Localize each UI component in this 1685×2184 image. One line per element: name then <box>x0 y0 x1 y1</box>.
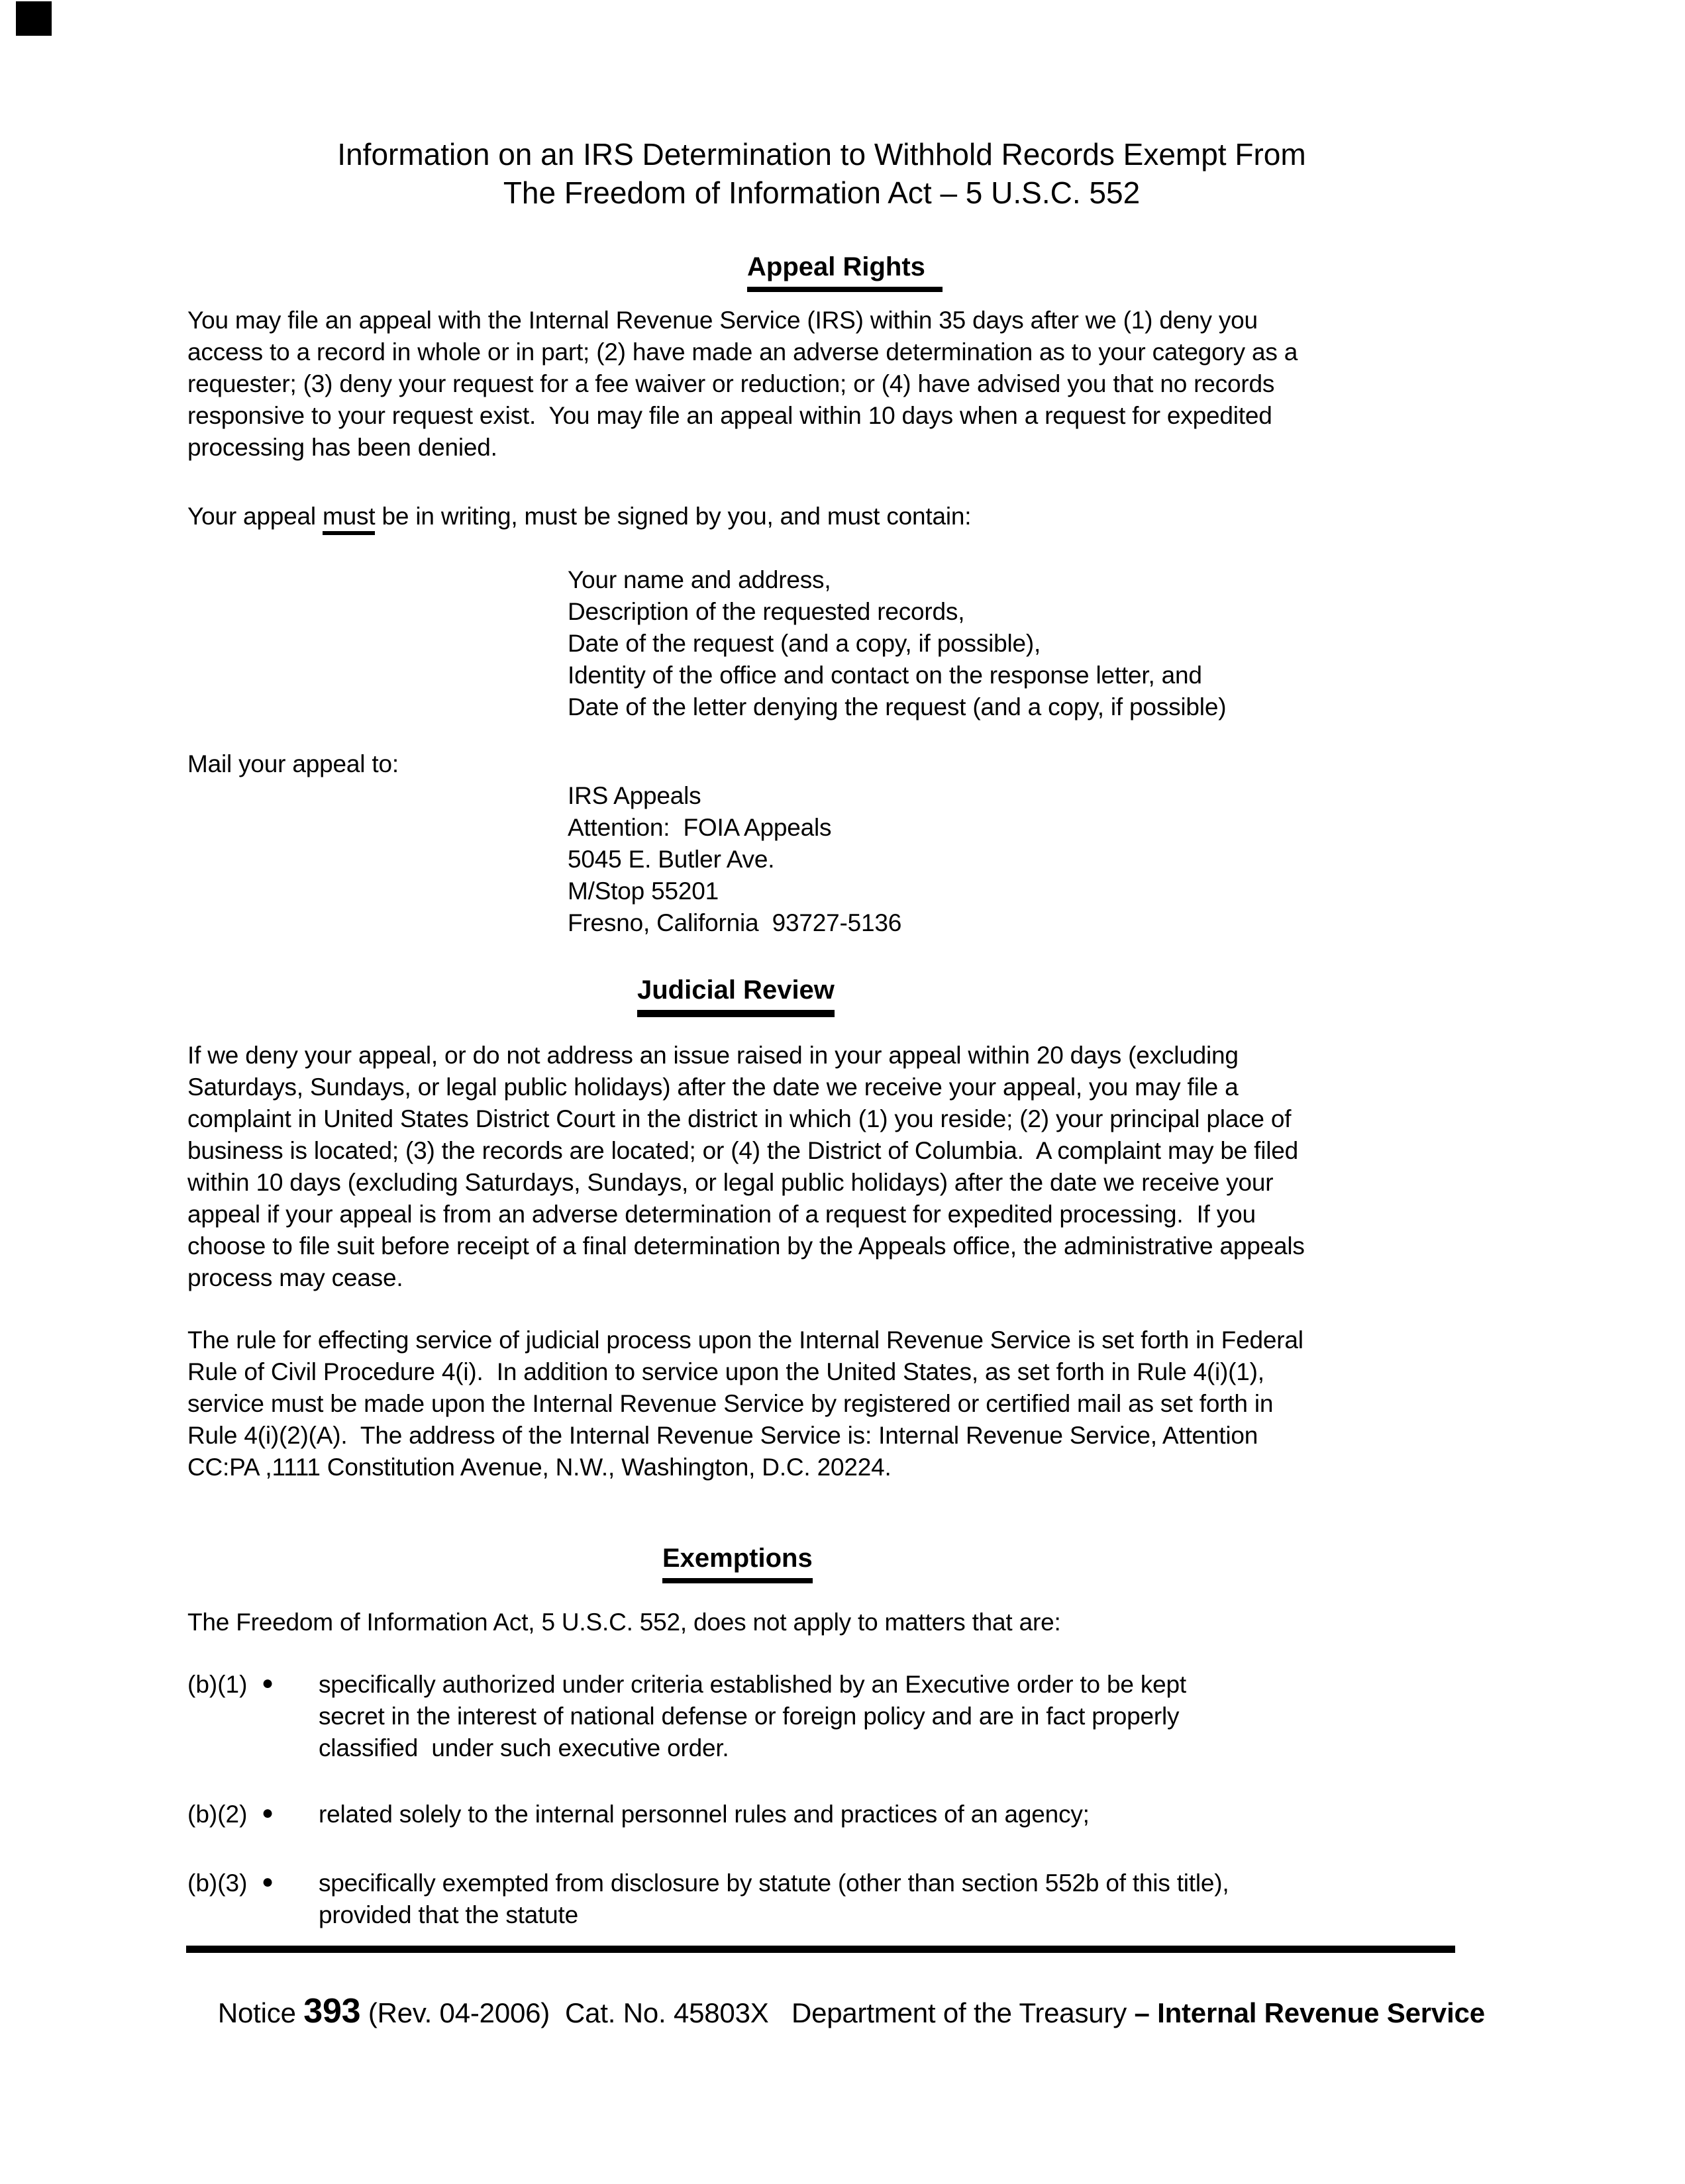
judicial-review-heading-text: Judicial Review <box>637 973 835 1017</box>
bullet-icon: ● <box>262 1672 274 1694</box>
lead-pre-text: Your appeal <box>187 503 323 530</box>
text-line: business is located; (3) the records are located; or (4) the District of Columbia. A complaint may be filed <box>187 1137 1299 1164</box>
exemption-label: (b)(3) <box>187 1869 248 1897</box>
judicial-review-heading <box>637 973 835 1017</box>
text-line: CC:PA ,1111 Constitution Avenue, N.W., Washington, D.C. 20224. <box>187 1454 892 1481</box>
scan-artifact-mark <box>16 1 52 36</box>
text-line: The Freedom of Information Act, 5 U.S.C. 552, does not apply to matters that are: <box>187 1609 1061 1636</box>
text-line: classified under such executive order. <box>319 1734 729 1762</box>
requirement-item: Identity of the office and contact on the response letter, and <box>568 662 1202 689</box>
must-underlined-text: must <box>323 503 375 535</box>
text-line: Mail your appeal to: <box>187 750 399 777</box>
document-title-line-1: Information on an IRS Determination to Withhold Records Exempt From <box>337 137 1306 172</box>
text-line: You may file an appeal with the Internal Revenue Service (IRS) within 35 days after we (1) deny you <box>187 307 1258 334</box>
text-line: choose to file suit before receipt of a final determination by the Appeals office, the administrative appeals <box>187 1232 1305 1260</box>
exemption-item-b3 <box>187 1867 1472 1931</box>
text-line: access to a record in whole or in part; (2) have made an adverse determination as to your category as a <box>187 338 1298 366</box>
exemptions-heading-text: Exemptions <box>662 1542 813 1583</box>
exemption-text <box>319 1669 1472 1764</box>
text-line: complaint in United States District Court in the district in which (1) you reside; (2) your principal place of <box>187 1105 1292 1132</box>
text-line: related solely to the internal personnel rules and practices of an agency; <box>319 1801 1090 1828</box>
footer-notice-number: 393 <box>303 1992 361 2030</box>
text-line: The rule for effecting service of judicial process upon the Internal Revenue Service is set forth in Federal <box>187 1326 1303 1354</box>
footer <box>187 1958 1485 2067</box>
appeal-rights-heading <box>747 250 943 292</box>
judicial-review-paragraph-2 <box>187 1324 1303 1483</box>
address-line: Attention: FOIA Appeals <box>568 814 832 841</box>
appeal-requirements-lead <box>187 501 971 532</box>
exemptions-lead <box>187 1607 1061 1638</box>
text-line: responsive to your request exist. You may file an appeal within 10 days when a request for expedited <box>187 402 1272 429</box>
text-line: appeal if your appeal is from an adverse determination of a request for expedited processing. If you <box>187 1201 1256 1228</box>
exemption-item-b2 <box>187 1799 1472 1830</box>
text-line: specifically exempted from disclosure by statute (other than section 552b of this title), <box>319 1869 1229 1897</box>
text-line: specifically authorized under criteria established by an Executive order to be kept <box>319 1671 1186 1698</box>
requirement-item: Date of the letter denying the request (and a copy, if possible) <box>568 693 1227 720</box>
text-line: process may cease. <box>187 1264 403 1291</box>
address-line: Fresno, California 93727-5136 <box>568 909 902 936</box>
bullet-icon: ● <box>262 1802 274 1824</box>
address-line: IRS Appeals <box>568 782 701 809</box>
exemption-label: (b)(1) <box>187 1671 248 1698</box>
judicial-review-paragraph-1 <box>187 1040 1305 1294</box>
address-line: 5045 E. Butler Ave. <box>568 846 775 873</box>
text-line <box>187 501 971 532</box>
text-line: Rule 4(i)(2)(A). The address of the Internal Revenue Service is: Internal Revenue Service, Attention <box>187 1422 1258 1449</box>
text-line: If we deny your appeal, or do not address an issue raised in your appeal within 20 days (excluding <box>187 1042 1239 1069</box>
exemption-text <box>319 1799 1472 1830</box>
lead-post-text: be in writing, must be signed by you, and must contain: <box>375 503 972 530</box>
exemption-text <box>319 1867 1472 1931</box>
text-line: processing has been denied. <box>187 434 497 461</box>
document-title <box>187 135 1456 212</box>
mail-appeal-label <box>187 748 399 780</box>
footer-notice-label: Notice <box>217 1997 304 2028</box>
requirement-item: Description of the requested records, <box>568 598 965 625</box>
text-line: secret in the interest of national defense or foreign policy and are in fact properly <box>319 1703 1180 1730</box>
exemption-item-b1 <box>187 1669 1472 1764</box>
mail-appeal-address <box>568 780 901 939</box>
footer-meta: (Rev. 04-2006) Cat. No. 45803X Department of the Treasury <box>360 1997 1135 2028</box>
appeal-rights-intro-paragraph <box>187 305 1298 464</box>
text-line: within 10 days (excluding Saturdays, Sundays, or legal public holidays) after the date we receive your <box>187 1169 1274 1196</box>
appeal-rights-heading-text: Appeal Rights <box>747 250 943 292</box>
text-line: Rule of Civil Procedure 4(i). In addition to service upon the United States, as set forth in Rule 4(i)(1), <box>187 1358 1264 1385</box>
appeal-requirements-list <box>568 564 1226 723</box>
text-line: Saturdays, Sundays, or legal public holidays) after the date we receive your appeal, you may file a <box>187 1073 1239 1101</box>
text-line: service must be made upon the Internal Revenue Service by registered or certified mail as set forth in <box>187 1390 1274 1417</box>
requirement-item: Your name and address, <box>568 566 831 593</box>
address-line: M/Stop 55201 <box>568 877 719 905</box>
text-line: requester; (3) deny your request for a fee waiver or reduction; or (4) have advised you that no records <box>187 370 1275 397</box>
exemptions-heading <box>662 1542 813 1583</box>
document-title-line-2: The Freedom of Information Act – 5 U.S.C. 552 <box>503 175 1141 210</box>
bullet-icon: ● <box>262 1871 274 1893</box>
footer-divider-rule <box>186 1946 1455 1953</box>
requirement-item: Date of the request (and a copy, if possible), <box>568 630 1041 657</box>
exemption-label: (b)(2) <box>187 1801 248 1828</box>
footer-agency: – Internal Revenue Service <box>1134 1997 1485 2028</box>
text-line: provided that the statute <box>319 1901 578 1928</box>
